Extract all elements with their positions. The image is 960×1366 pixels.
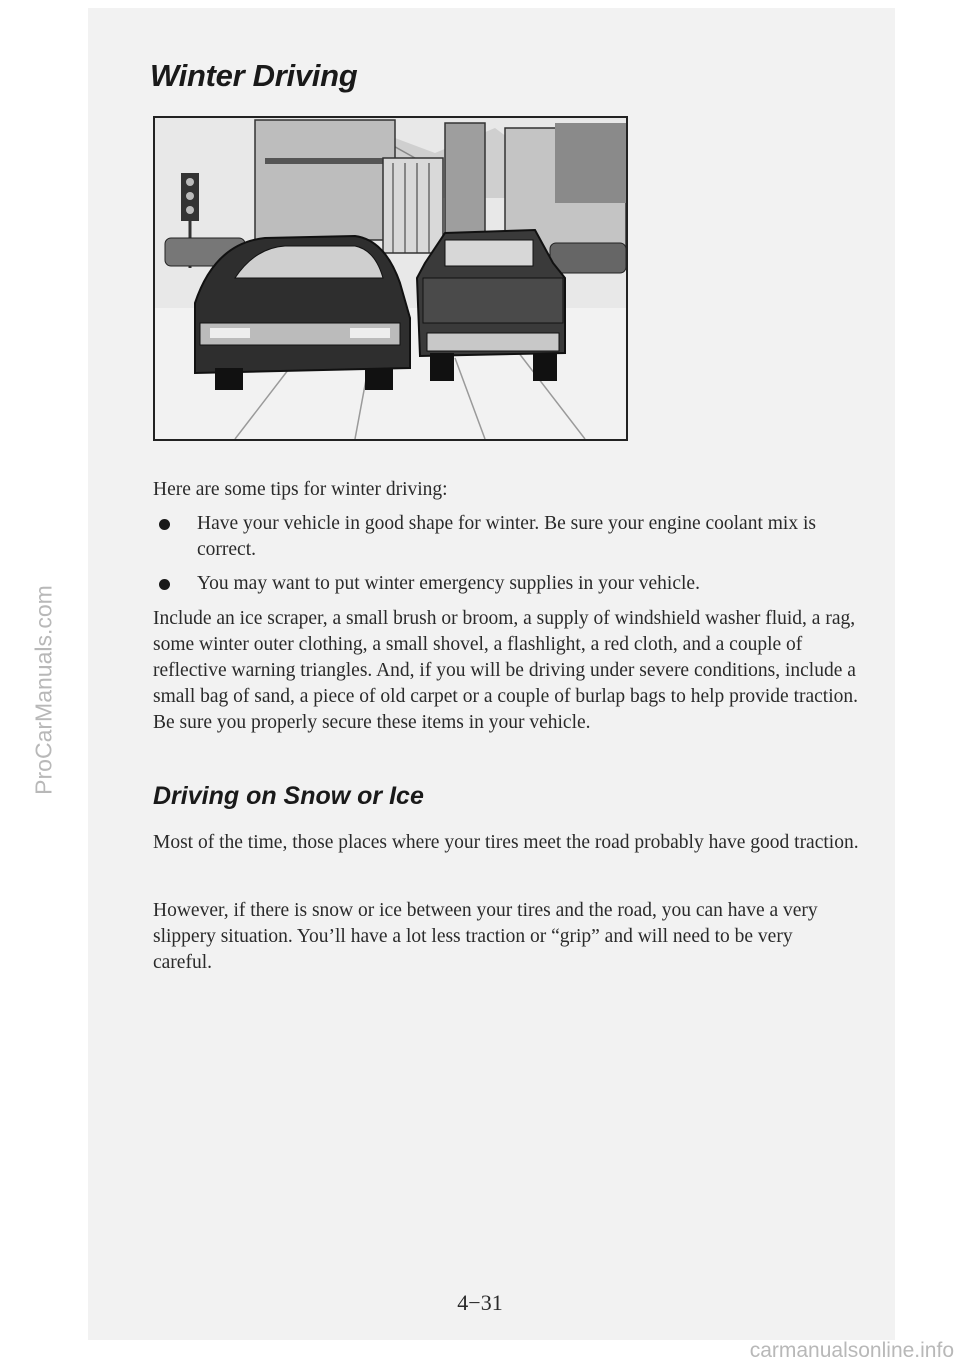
bullet-icon <box>159 579 170 590</box>
bullet-icon <box>159 519 170 530</box>
subsection-title: Driving on Snow or Ice <box>153 782 424 810</box>
paragraph: Most of the time, those places where your tires meet the road probably have good traction. <box>153 832 859 853</box>
intro-paragraph: Here are some tips for winter driving: <box>153 479 448 500</box>
winter-driving-illustration <box>153 116 628 441</box>
list-item-text: Have your vehicle in good shape for winter. Be sure your engine coolant mix is correct. <box>197 513 816 560</box>
list-item-text: You may want to put winter emergency supplies in your vehicle. <box>197 573 700 594</box>
supplies-paragraph: Include an ice scraper, a small brush or broom, a supply of windshield washer fluid, a rag, some winter outer clothing, a small shovel, a flashlight, a red cloth, and a couple of reflective warning triangles. And, if you will be driving under severe conditions, include a small bag of sand, a piece of old carpet or a couple of burlap bags to help provide traction. Be sure you properly secure these items in your vehicle. <box>153 608 859 733</box>
page-number: 4−31 <box>457 1290 503 1315</box>
bottom-watermark: carmanualsonline.info <box>749 1339 954 1362</box>
side-watermark: ProCarManuals.com <box>30 585 57 795</box>
section-title: Winter Driving <box>150 58 358 93</box>
paragraph: However, if there is snow or ice between your tires and the road, you can have a very slippery situation. You’ll have a lot less traction or “grip” and will need to be very careful. <box>153 900 818 973</box>
